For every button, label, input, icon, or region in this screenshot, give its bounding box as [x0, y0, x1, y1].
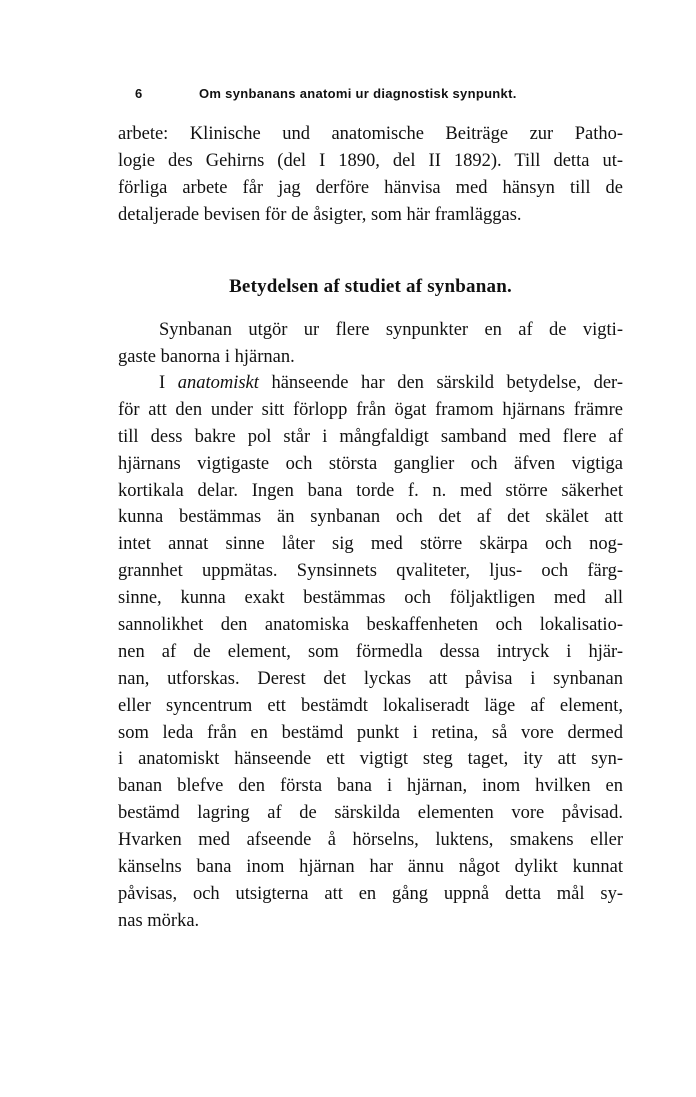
- text-line: bestämd lagring af de särskilda elementen vore påvisad.: [118, 803, 623, 824]
- text-line: nas mörka.: [118, 910, 200, 931]
- running-title: Om synbanans anatomi ur diagnostisk synpunkt.: [199, 86, 517, 101]
- text-line: grannhet uppmätas. Synsinnets qvaliteter, ljus- och färg-: [118, 561, 623, 582]
- emphasis-anatomiskt: anatomiskt: [177, 373, 259, 393]
- text-line: nan, utforskas. Derest det lyckas att påvisa i synbanan: [118, 668, 623, 689]
- text-line: Synbanan utgör ur flere synpunkter en af de vigti-: [159, 320, 623, 340]
- text-line: sannolikhet den anatomiska beskaffenheten och lokalisatio-: [118, 615, 623, 636]
- text-line: detaljerade bevisen för de åsigter, som här framläggas.: [118, 204, 522, 225]
- text-line: sinne, kunna exakt bestämmas och följaktligen med all: [118, 588, 623, 609]
- running-head: [135, 86, 565, 108]
- paragraph-anatomiskt: [118, 370, 623, 935]
- text-line: känselns bana inom hjärnan har ännu något dylikt kunnat: [118, 857, 623, 878]
- text-line: som leda från en bestämd punkt i retina, så vore dermed: [118, 722, 623, 743]
- text-line: Hvarken med afseende å hörselns, luktens, smakens eller: [118, 830, 623, 851]
- text-line: eller syncentrum ett bestämdt lokaliseradt läge af element,: [118, 695, 623, 716]
- paragraph-synbanan: [118, 317, 623, 371]
- text-line: banan blefve den första bana i hjärnan, inom hvilken en: [118, 776, 623, 797]
- text-line: logie des Gehirns (del I 1890, del II 1892). Till detta ut-: [118, 150, 623, 171]
- text-line: påvisas, och utsigterna att en gång uppnå detta mål sy-: [118, 883, 623, 904]
- text-line: gaste banorna i hjärnan.: [118, 346, 295, 367]
- text-line: till dess bakre pol står i mångfaldigt samband med flere af: [118, 426, 623, 447]
- line-prefix: I: [159, 373, 178, 393]
- text-line: kortikala delar. Ingen bana torde f. n. med större säkerhet: [118, 480, 623, 501]
- text-line: förliga arbete får jag derföre hänvisa med hänsyn till de: [118, 177, 623, 198]
- text-line: för att den under sitt förlopp från ögat framom hjärnans främre: [118, 399, 623, 420]
- text-line: nen af de element, som förmedla dessa intryck i hjär-: [118, 641, 623, 662]
- line-suffix: hänseende har den särskild betydelse, der-: [258, 373, 623, 393]
- section-heading: Betydelsen af studiet af synbanan.: [229, 276, 512, 297]
- text-line: kunna bestämmas än synbanan och det af det skälet att: [118, 507, 623, 528]
- text-line: arbete: Klinische und anatomische Beiträge zur Patho-: [118, 124, 623, 144]
- page-number: 6: [135, 86, 143, 101]
- text-line: intet annat sinne låter sig med större skärpa och nog-: [118, 534, 623, 555]
- continuation-paragraph: [118, 121, 623, 229]
- text-line: i anatomiskt hänseende ett vigtigt steg taget, ity att syn-: [118, 749, 623, 770]
- text-line: hjärnans vigtigaste och största ganglier och äfven vigtiga: [118, 453, 623, 474]
- text-line: [118, 370, 623, 397]
